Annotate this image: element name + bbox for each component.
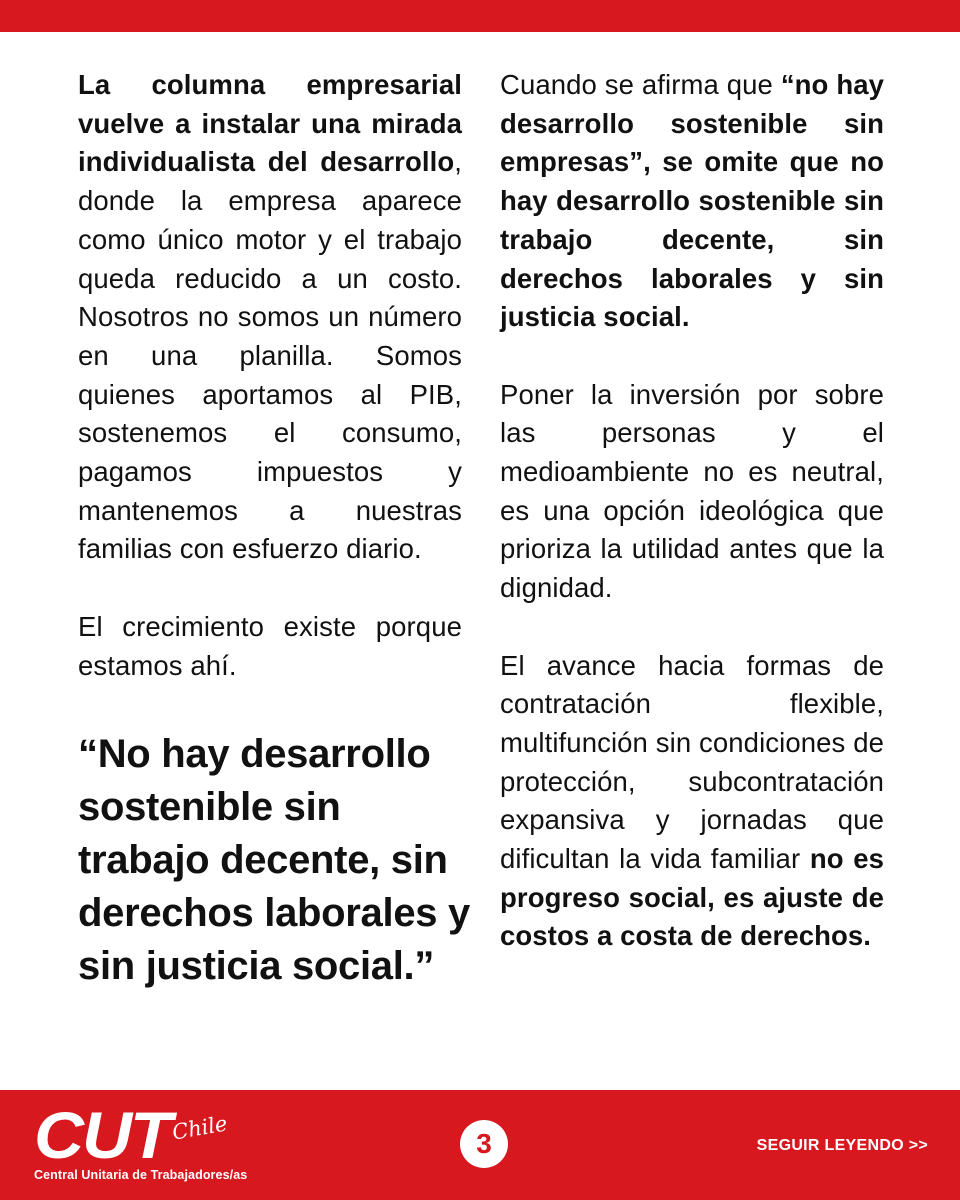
right-paragraph-1-bold: “no hay desarrollo sostenible sin empresas”, se omite que no hay desarrollo sostenible sin trabajo decente, sin derechos laborales y sin justicia social.	[500, 69, 885, 333]
right-paragraph-1-lead: Cuando se afirma que	[500, 69, 781, 100]
right-paragraph-3-bold: no es progreso social, es ajuste de costos a costa de derechos.	[500, 843, 884, 952]
continue-reading-link[interactable]: SEGUIR LEYENDO >>	[756, 1137, 928, 1154]
right-paragraph-3	[500, 647, 884, 957]
left-paragraph-1-text: , donde la empresa aparece como único motor y el trabajo queda reducido a un costo. Nosotros no somos un número en una planilla. Somos quienes aportamos al PIB, sostenemos el consumo, pagamos impuestos y mantenemos a nuestras familias con esfuerzo diario.	[78, 146, 462, 565]
right-paragraph-3-lead: El avance hacia formas de contratación flexible, multifunción sin condiciones de protección, subcontratación expansiva y jornadas que dificultan la vida familiar	[500, 649, 884, 875]
right-paragraph-1	[500, 66, 884, 337]
right-column	[500, 66, 884, 995]
page-number-badge: 3	[460, 1120, 508, 1168]
left-column	[78, 66, 462, 724]
logo-script-text: Chile	[170, 1111, 230, 1145]
top-accent-bar	[0, 0, 960, 32]
left-paragraph-1-bold: La columna empresarial vuelve a instalar una mirada individualista del desarrollo	[78, 69, 462, 178]
logo-main-text: CUT	[34, 1098, 171, 1172]
pull-quote: “No hay desarrollo sostenible sin trabajo decente, sin derechos laborales y sin justicia social.”	[78, 732, 470, 988]
left-paragraph-2: El crecimiento existe porque estamos ahí.	[78, 610, 462, 681]
footer-bar	[0, 1090, 960, 1200]
cut-logo	[34, 1098, 248, 1192]
logo-subtitle: Central Unitaria de Trabajadores/as	[34, 1168, 248, 1182]
right-paragraph-2: Poner la inversión por sobre las personas y el medioambiente no es neutral, es una opción ideológica que prioriza la utilidad antes que la dignidad.	[500, 378, 884, 604]
left-paragraph-1	[78, 66, 462, 569]
